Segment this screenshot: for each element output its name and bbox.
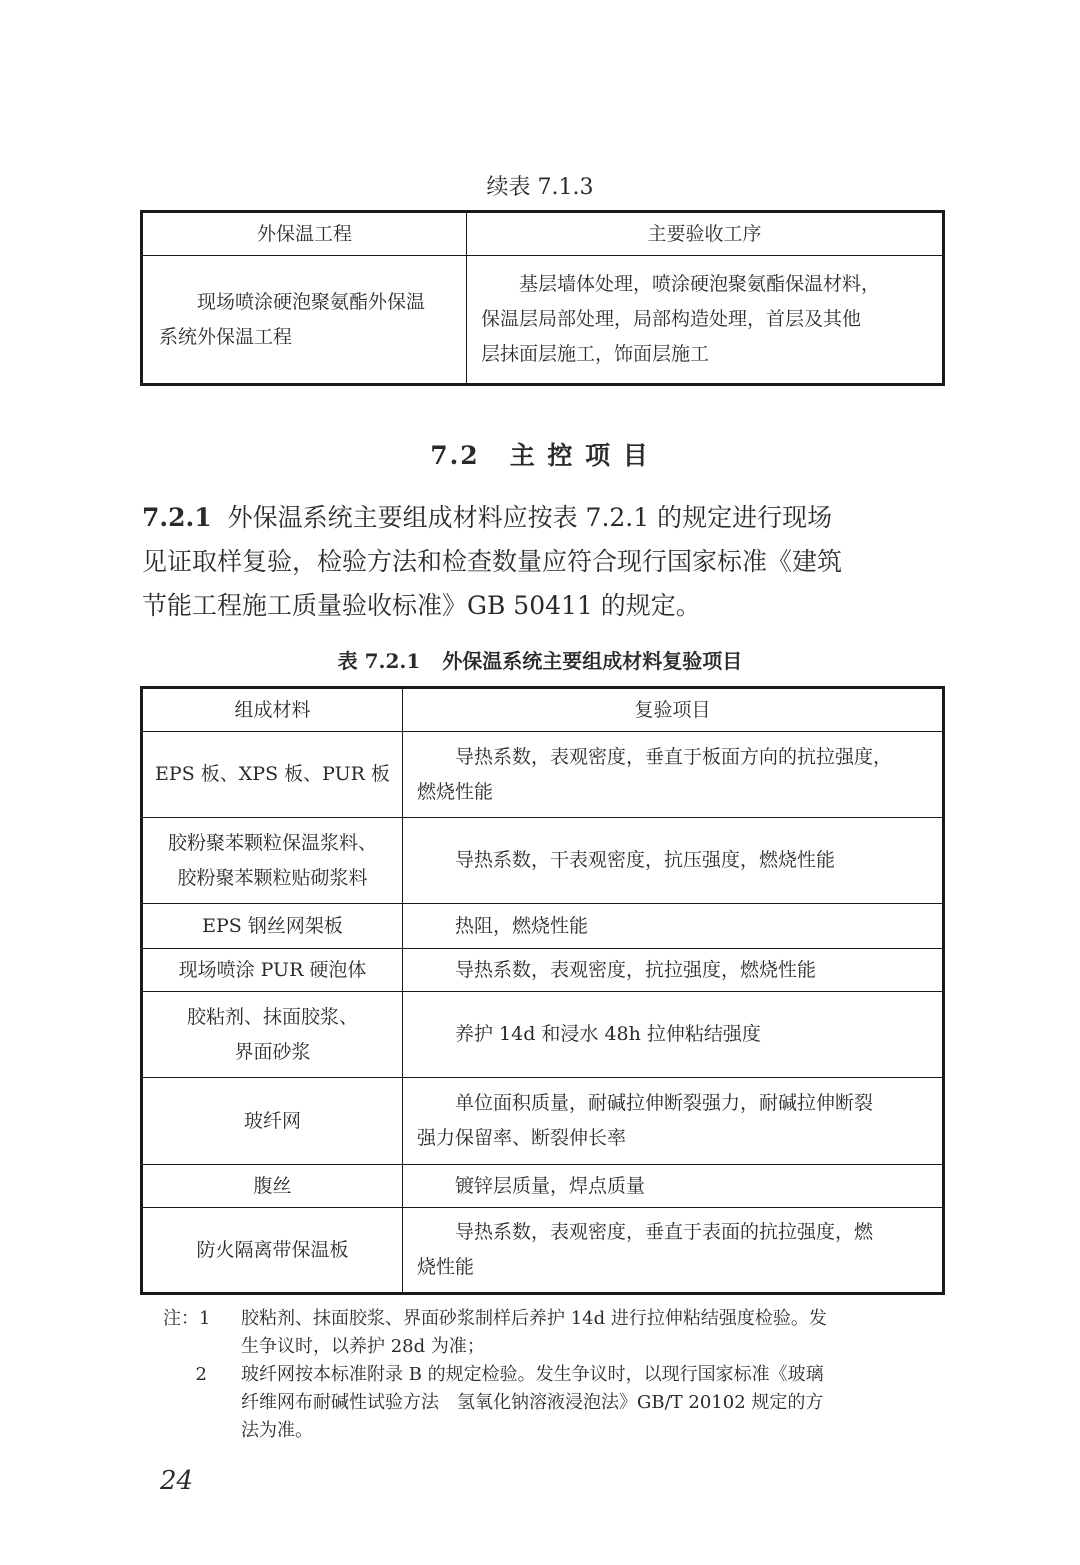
table-number: 表 7.2.1 (337, 649, 421, 673)
material-cell (142, 992, 403, 1078)
material-cell (142, 904, 403, 949)
table-row (142, 1165, 944, 1208)
item-line: 单位面积质量，耐碱拉伸断裂强力，耐碱拉伸断裂 (455, 1092, 874, 1114)
item-line: 热阻，燃烧性能 (455, 914, 589, 937)
material-line: EPS 板、XPS 板、PUR 板 (155, 763, 390, 785)
note-label: 注： (163, 1308, 199, 1329)
table-row (142, 1078, 944, 1165)
item-line: 导热系数，干表观密度，抗压强度，燃烧性能 (455, 849, 836, 871)
section-number: 7.2 (430, 441, 480, 470)
note-number: 1 (199, 1308, 211, 1329)
note-number-wrap (163, 1361, 241, 1445)
item-cell (403, 904, 944, 949)
material-line: 界面砂浆 (234, 1040, 311, 1063)
continued-table (140, 210, 945, 386)
material-line: 胶粉聚苯颗粒保温浆料、 (167, 831, 377, 854)
note-line: 生争议时，以养护 28d 为准； (241, 1336, 485, 1357)
procedure-cell (467, 256, 944, 385)
table-caption (0, 645, 1080, 674)
note-line: 玻纤网按本标准附录 B 的规定检验。发生争议时，以现行国家标准《玻璃 (241, 1364, 824, 1385)
procedure-line: 基层墙体处理，喷涂硬泡聚氨酯保温材料， (519, 273, 881, 295)
item-cell (403, 818, 944, 904)
project-line: 现场喷涂硬泡聚氨酯外保温 (197, 290, 426, 313)
table-row (142, 1208, 944, 1294)
note-item (163, 1305, 943, 1361)
material-cell (142, 1208, 403, 1294)
item-line: 镀锌层质量，焊点质量 (455, 1174, 646, 1197)
project-cell (142, 256, 467, 385)
procedure-line: 保温层局部处理，局部构造处理，首层及其他 (481, 308, 862, 330)
note-text (241, 1361, 943, 1445)
page-number: 24 (160, 1466, 194, 1496)
note-item (163, 1361, 943, 1445)
item-cell (403, 992, 944, 1078)
clause-line: 节能工程施工质量验收标准》GB 50411 的规定。 (142, 591, 701, 620)
note-number: 2 (195, 1364, 207, 1385)
material-cell (142, 818, 403, 904)
table-row (142, 949, 944, 992)
clause-line: 见证取样复验，检验方法和检查数量应符合现行国家标准《建筑 (142, 547, 843, 576)
note-line: 胶粘剂、抹面胶浆、界面砂浆制样后养护 14d 进行拉伸粘结强度检验。发 (241, 1308, 827, 1329)
item-cell (403, 732, 944, 818)
item-line: 导热系数，表观密度，垂直于表面的抗拉强度，燃 (455, 1221, 874, 1243)
project-line: 系统外保温工程 (159, 325, 293, 348)
table-row (142, 818, 944, 904)
item-line: 导热系数，表观密度，抗拉强度，燃烧性能 (455, 958, 817, 981)
material-cell (142, 949, 403, 992)
material-line: 防火隔离带保温板 (196, 1238, 349, 1261)
table-row (142, 732, 944, 818)
material-line: EPS 钢丝网架板 (202, 914, 343, 937)
material-cell (142, 1165, 403, 1208)
note-line: 法为准。 (241, 1420, 313, 1441)
header-procedure: 主要验收工序 (467, 212, 944, 256)
item-line: 燃烧性能 (417, 780, 494, 803)
item-line: 养护 14d 和浸水 48h 拉伸粘结强度 (455, 1023, 761, 1045)
header-project: 外保温工程 (142, 212, 467, 256)
note-label-and-number (163, 1305, 241, 1361)
material-cell (142, 732, 403, 818)
header-material: 组成材料 (142, 688, 403, 732)
table-title: 外保温系统主要组成材料复验项目 (442, 649, 743, 673)
material-line: 玻纤网 (243, 1109, 301, 1132)
section-heading (0, 436, 1080, 472)
item-line: 导热系数，表观密度，垂直于板面方向的抗拉强度， (455, 745, 893, 768)
note-line: 纤维网布耐碱性试验方法 氢氧化钠溶液浸泡法》GB/T 20102 规定的方 (241, 1392, 824, 1413)
material-retest-table (140, 686, 945, 1295)
material-line: 现场喷涂 PUR 硬泡体 (178, 958, 367, 981)
clause-paragraph (142, 496, 942, 628)
table-row (142, 904, 944, 949)
item-cell (403, 949, 944, 992)
continued-table-caption: 续表 7.1.3 (486, 175, 594, 200)
clause-number: 7.2.1 (142, 503, 212, 532)
material-cell (142, 1078, 403, 1165)
section-title: 主 控 项 目 (509, 441, 650, 470)
item-cell (403, 1078, 944, 1165)
table-notes (163, 1305, 943, 1445)
item-line: 强力保留率、断裂伸长率 (417, 1127, 627, 1149)
procedure-line: 层抹面层施工，饰面层施工 (481, 343, 710, 365)
item-cell (403, 1165, 944, 1208)
item-cell (403, 1208, 944, 1294)
item-line: 烧性能 (417, 1256, 475, 1278)
material-line: 胶粘剂、抹面胶浆、 (186, 1005, 358, 1028)
note-text (241, 1305, 943, 1361)
header-retest-item: 复验项目 (403, 688, 944, 732)
material-line: 腹丝 (253, 1174, 292, 1197)
table-row (142, 992, 944, 1078)
material-line: 胶粉聚苯颗粒贴砌浆料 (177, 866, 368, 889)
clause-line: 外保温系统主要组成材料应按表 7.2.1 的规定进行现场 (227, 503, 833, 532)
